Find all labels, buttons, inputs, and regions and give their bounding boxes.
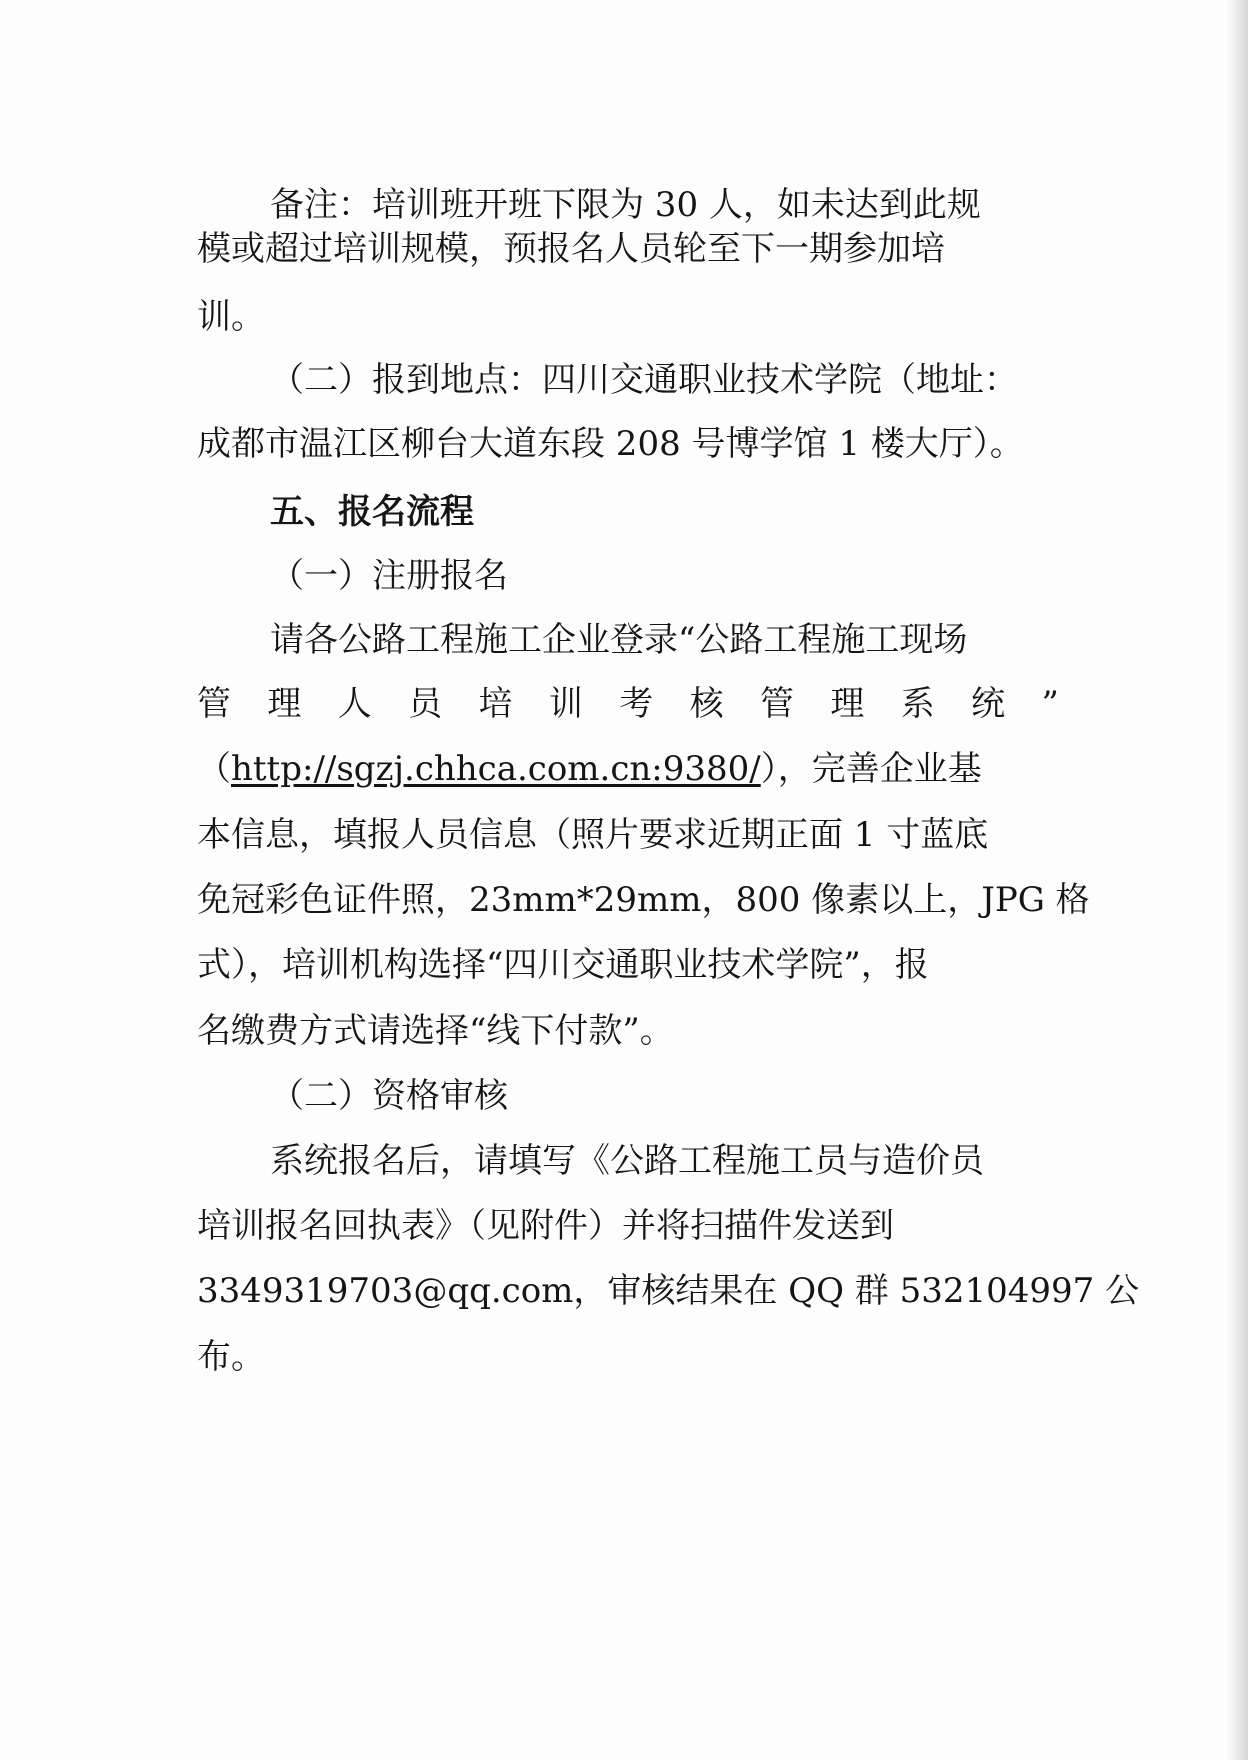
- paragraph-line: 布。: [197, 1337, 265, 1377]
- paragraph-line: 3349319703@qq.com，审核结果在 QQ 群 532104997 公: [197, 1271, 1140, 1311]
- spread-char: 统: [971, 684, 1006, 724]
- paragraph-line: 备注：培训班开班下限为 30 人，如未达到此规: [270, 185, 981, 225]
- spread-char: 训: [548, 684, 583, 724]
- paragraph-line: 请各公路工程施工企业登录“公路工程施工现场: [270, 620, 968, 660]
- paragraph-line: 本信息，填报人员信息（照片要求近期正面 1 寸蓝底: [197, 815, 989, 855]
- section-heading: 五、报名流程: [270, 492, 474, 532]
- spread-char: ”: [1041, 684, 1059, 724]
- paragraph-line-with-link: [197, 741, 1059, 797]
- open-paren: （: [197, 749, 231, 789]
- paragraph-line: 培训报名回执表》（见附件）并将扫描件发送到: [197, 1206, 894, 1246]
- spread-char: 培: [478, 684, 513, 724]
- system-url-link[interactable]: http://sgzj.chhca.com.cn:9380/: [231, 749, 761, 789]
- spread-char: 考: [619, 684, 654, 724]
- subsection-heading: （一）注册报名: [270, 556, 508, 596]
- paragraph-line: （二）报到地点：四川交通职业技术学院（地址：: [270, 360, 1018, 400]
- spread-char: 人: [337, 684, 372, 724]
- spread-char: 员: [408, 684, 443, 724]
- spread-char: 核: [689, 684, 724, 724]
- spread-char: 理: [267, 684, 302, 724]
- paragraph-line: 系统报名后，请填写《公路工程施工员与造价员: [270, 1141, 984, 1181]
- spread-char: 系: [900, 684, 935, 724]
- paragraph-line: 训。: [197, 297, 265, 337]
- spread-char: 管: [197, 684, 231, 724]
- paragraph-line: 式），培训机构选择“四川交通职业技术学院”，报: [197, 945, 929, 985]
- subsection-heading: （二）资格审核: [270, 1076, 508, 1116]
- paragraph-line: 成都市温江区柳台大道东段 208 号博学馆 1 楼大厅）。: [197, 424, 1024, 464]
- paragraph-line: 名缴费方式请选择“线下付款”。: [197, 1011, 674, 1051]
- spread-char: 理: [830, 684, 865, 724]
- spread-char: 管: [760, 684, 794, 724]
- paragraph-line: 免冠彩色证件照，23mm*29mm，800 像素以上，JPG 格: [197, 880, 1090, 920]
- scan-shadow-edge: [1226, 0, 1248, 1760]
- paragraph-line: 模或超过培训规模，预报名人员轮至下一期参加培: [197, 229, 945, 269]
- paragraph-text: ），完善企业基: [760, 749, 982, 789]
- paragraph-line-spread: [197, 676, 1059, 732]
